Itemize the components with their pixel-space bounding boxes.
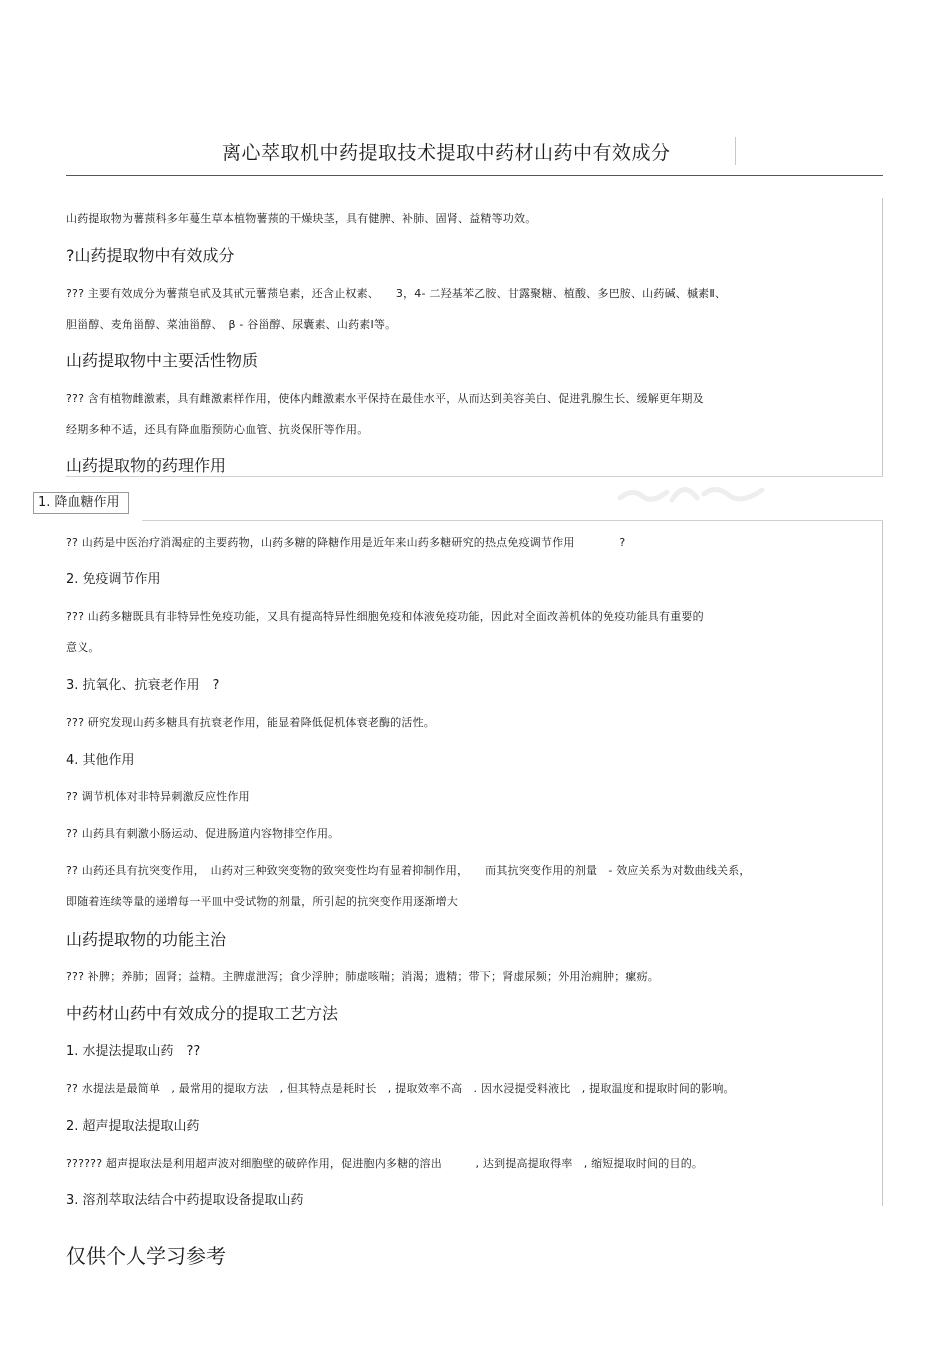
document-title: 离心萃取机中药提取技术提取中药材山药中有效成分 — [222, 142, 671, 164]
section3-sub4-paragraph-3: ?? 山药还具有抗突变作用， 山药对三种致突变物的致突变性均有显着抑制作用， 而其抗突变作用的剂量 - 效应关系为对数曲线关系， — [66, 864, 751, 877]
section4-heading: 山药提取物的功能主治 — [66, 930, 227, 949]
section5-heading: 中药材山药中有效成分的提取工艺方法 — [66, 1004, 339, 1023]
watermark-logo — [612, 470, 782, 520]
content-right-border-top — [882, 198, 883, 476]
section3-sub2-paragraph-line1: ??? 山药多糖既具有非特异性免疫功能，又具有提高特异性细胞免疫和体液免疫功能，因此对全面改善机体的免疫功能具有重要的 — [66, 610, 704, 623]
section3-sub1-heading: 1. 降血糖作用 — [33, 492, 129, 514]
section5-sub3-heading: 3. 溶剂萃取法结合中药提取设备提取山药 — [66, 1193, 304, 1208]
section1-heading: ?山药提取物中有效成分 — [66, 246, 235, 265]
section5-sub1-heading: 1. 水提法提取山药 ?? — [66, 1044, 201, 1059]
title-underline — [66, 175, 883, 176]
section3-sub4-paragraph-4: 即随着连续等量的递增每一平皿中受试物的剂量，所引起的抗突变作用逐渐增大 — [66, 895, 458, 908]
section3-sub3-paragraph: ??? 研究发现山药多糖具有抗衰老作用，能显着降低促机体衰老酶的活性。 — [66, 716, 436, 729]
section4-paragraph: ??? 补脾；养肺；固肾；益精。主脾虚泄泻；食少浮肿；肺虚咳喘；消渴；遗精；带下；肾虚尿频；外用治痈肿；瘰疬。 — [66, 970, 660, 983]
section3-sub1-paragraph: ?? 山药是中医治疗消渴症的主要药物，山药多糖的降糖作用是近年来山药多糖研究的热点免疫调节作用 ? — [66, 536, 626, 549]
section2-paragraph-line2: 经期多种不适，还具有降血脂预防心血管、抗炎保肝等作用。 — [66, 423, 369, 436]
section2-heading: 山药提取物中主要活性物质 — [66, 351, 259, 370]
section3-sub4-paragraph-1: ?? 调节机体对非特异刺激反应性作用 — [66, 790, 250, 803]
section5-sub1-paragraph: ?? 水提法是最简单 , 最常用的提取方法 , 但其特点是耗时长 , 提取效率不高 . 因水浸提受料液比 , 提取温度和提取时间的影响。 — [66, 1082, 735, 1095]
footer-note: 仅供个人学习参考 — [66, 1244, 226, 1268]
intro-paragraph: 山药提取物为薯蓣科多年蔓生草本植物薯蓣的干燥块茎，具有健脾、补肺、固肾、益精等功效。 — [66, 212, 537, 225]
section3-sub4-heading: 4. 其他作用 — [66, 753, 135, 768]
section1-paragraph-line1: ??? 主要有效成分为薯蓣皂甙及其甙元薯蓣皂素，还含止权素、 3，4- 二羟基苯乙胺、甘露聚糖、植酸、多巴胺、山药碱、槭素Ⅱ、 — [66, 287, 727, 300]
section5-sub2-heading: 2. 超声提取法提取山药 — [66, 1119, 200, 1134]
section3-sub2-paragraph-line2: 意义。 — [66, 641, 100, 654]
section2-paragraph-line1: ??? 含有植物雌激素，具有雌激素样作用，使体内雌激素水平保持在最佳水平，从而达到美容美白、促进乳腺生长、缓解更年期及 — [66, 392, 704, 405]
section5-sub2-paragraph: ?????? 超声提取法是利用超声波对细胞壁的破碎作用，促进胞内多糖的溶出 , 达到提高提取得率 , 缩短提取时间的目的。 — [66, 1157, 704, 1170]
section3-heading: 山药提取物的药理作用 — [66, 456, 227, 475]
title-divider — [735, 137, 736, 165]
section3-sub4-paragraph-2: ?? 山药具有刺激小肠运动、促进肠道内容物排空作用。 — [66, 827, 340, 840]
block2-top-border — [142, 520, 883, 521]
content-right-border-bottom — [882, 520, 883, 1206]
section3-sub3-heading: 3. 抗氧化、抗衰老作用 ? — [66, 678, 220, 693]
section1-paragraph-line2: 胆甾醇、麦角甾醇、菜油甾醇、 β - 谷甾醇、尿囊素、山药素Ⅰ等。 — [66, 318, 397, 331]
section3-sub2-heading: 2. 免疫调节作用 — [66, 572, 161, 587]
